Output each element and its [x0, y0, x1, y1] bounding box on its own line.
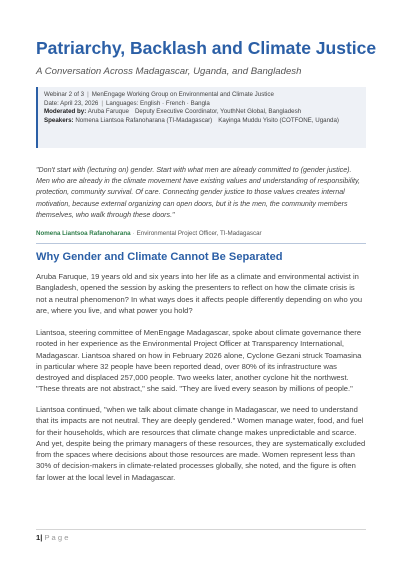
event-date-row: [44, 100, 360, 109]
speaker-1-org: (TI-Madagascar): [166, 116, 213, 124]
document-subtitle: A Conversation Across Madagascar, Uganda, and Bangladesh: [36, 66, 302, 77]
page-indicator: [36, 533, 68, 542]
moderator-row: [44, 108, 360, 117]
speakers-row: [44, 117, 360, 126]
quote-author: Nomena Liantsoa Rafanoharana: [36, 230, 131, 237]
speaker-2-org: (COTFONE, Uganda): [279, 116, 339, 124]
event-languages: Languages: English · French · Bangla: [105, 99, 210, 107]
separator: |: [101, 99, 103, 107]
document-title: Patriarchy, Backlash and Climate Justice: [36, 38, 377, 58]
pull-quote: "Don't start with (lecturing on) gender. Start with what men are already committed to (gender justice). Men who are already in the climate movement have existing values and understanding of responsibility, protection, community survival. Of care. Connecting gender justice to those values creates internal motivation, because external organizing can open doors, but it is the men, the community members themselves, who walk through these doors.": [36, 166, 360, 219]
speaker-2-name: Kayinga Muddu Yisito: [218, 116, 278, 124]
event-series: Webinar 2 of 3: [44, 91, 85, 98]
event-info-box: [36, 87, 366, 148]
separator: |: [87, 91, 89, 98]
page-label: P a g e: [44, 533, 69, 542]
separator: ·: [132, 230, 135, 237]
page-number: 1: [36, 533, 41, 542]
page-divider: |: [40, 533, 43, 542]
quote-author-role: Environmental Project Officer, TI-Madagascar: [136, 230, 262, 237]
body-paragraph-2: Liantsoa, steering committee of MenEngage Madagascar, spoke about climate governance there rooted in her experience as the Environmental Project Officer at Transparency International, Madagascar. Liantsoa shared on how in February 2026 alone, Cyclone Gezani struck Toamasina in particular where 32 people have been reported dead, over 80% of its infrastructure was destroyed and displaced 257,000 people. Two weeks later, another cyclone hit the northwest. "These threats are not abstract," she said. "They are lived every season by millions of people.": [36, 328, 362, 394]
event-organizer: MenEngage Working Group on Environmental and Climate Justice: [91, 91, 274, 98]
speaker-1-name: Nomena Liantsoa Rafanoharana: [75, 116, 165, 124]
section-heading: Why Gender and Climate Cannot Be Separated: [36, 251, 283, 263]
section-divider: [36, 243, 366, 244]
body-paragraph-1: Aruba Faruque, 19 years old and six years into her life as a climate and environmental activist in Bangladesh, opened the session by asking the presenters to reflect on how the climate crisis is not a neutral phenomenon? In what ways does it affects people differently depending on who you are, where you live, and what power you hold?: [36, 272, 363, 315]
event-series-row: [44, 91, 360, 100]
body-paragraph-3: Liantsoa continued, "when we talk about climate change in Madagascar, we need to understand that its impacts are not neutral. They are deeply gendered." Women manage water, food, and fuel for their households, which are resources that climate change makes unpredictable and scarce. And yet, despite being the primary managers of these resources, they are systematically excluded from the spaces where decisions about those resources are made. Women represent less than 30% of decision-makers in climate-related processes globally, she noted, and the figure is often far lower at the local level in Madagascar.: [36, 405, 366, 482]
moderator-name: Aruba Faruque: [87, 108, 129, 116]
page-footer: [36, 529, 366, 543]
moderator-role: Deputy Executive Coordinator, YouthNet Global, Bangladesh: [134, 108, 302, 116]
moderated-label: Moderated by:: [44, 108, 87, 116]
event-date: Date: April 23, 2026: [44, 99, 99, 107]
quote-attribution: [36, 230, 366, 238]
speakers-label: Speakers:: [44, 116, 74, 124]
footer-divider: [36, 529, 366, 530]
